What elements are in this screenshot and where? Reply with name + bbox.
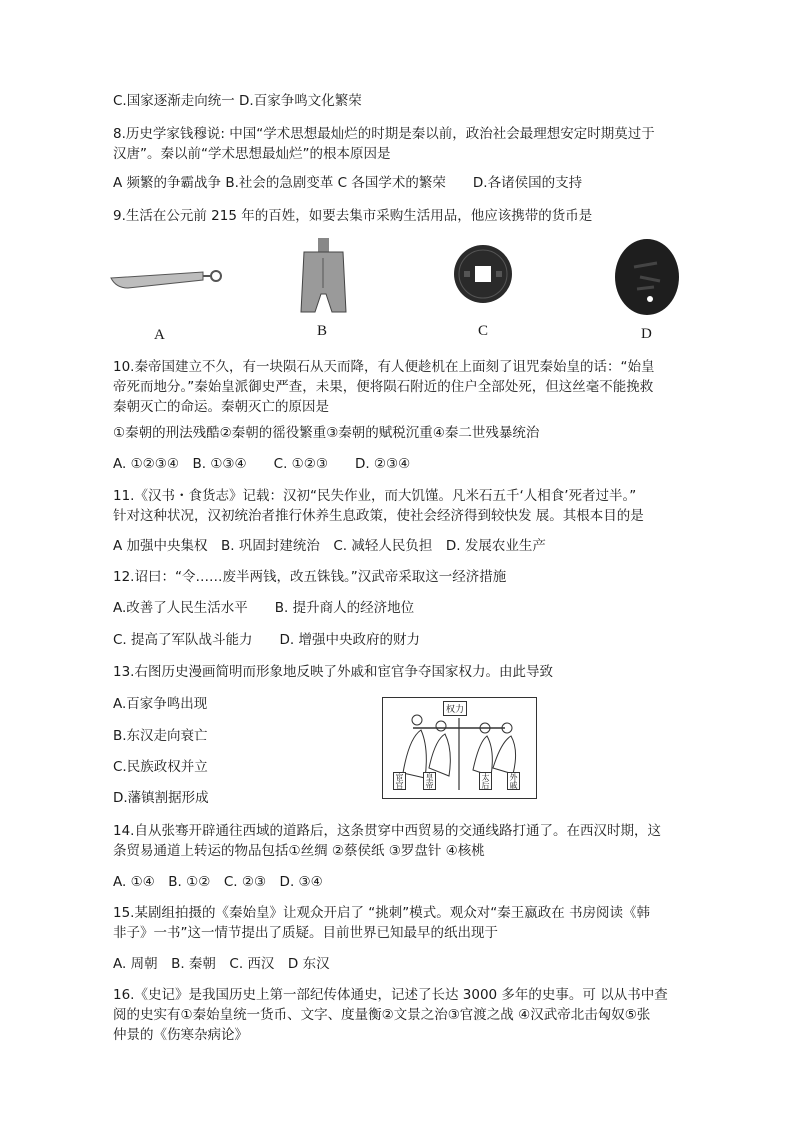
question-13-option-b: B.东汉走向衰亡 — [113, 728, 208, 744]
question-15-stem-cont: 非子》一书”这一情节提出了质疑。目前世界已知最早的纸出现于 — [113, 925, 498, 941]
question-12-stem: 12.诏曰：“令……废半两钱，改五铢钱。”汉武帝采取这一经济措施 — [113, 569, 507, 585]
power-struggle-cartoon — [382, 697, 537, 799]
question-16-stem-cont: 阅的史实有①秦始皇统一货币、文字、度量衡②文景之治③官渡之战 ④汉武帝北击匈奴⑤张 — [113, 1007, 651, 1023]
question-12-options-cd: C. 提高了军队战斗能力 D. 增强中央政府的财力 — [113, 632, 420, 648]
question-11-stem-cont: 针对这种状况，汉初统治者推行休养生息政策，使社会经济得到较快发 展。其根本目的是 — [113, 508, 644, 524]
question-13-option-c: C.民族政权并立 — [113, 759, 208, 775]
cartoon-label-relatives: 外戚 — [509, 773, 518, 789]
spade-coin-image — [296, 236, 351, 318]
question-9-stem: 9.生活在公元前 215 年的百姓，如要去集市采购生活用品，他应该携带的货币是 — [113, 208, 593, 224]
question-14-stem: 14.自从张骞开辟通往西域的道路后，这条贯穿中西贸易的交通线路打通了。在西汉时期，这 — [113, 823, 661, 839]
question-10-items: ①秦朝的刑法残酷②秦朝的徭役繁重③秦朝的赋税沉重④秦二世残暴统治 — [113, 425, 540, 441]
figure-label-b: B — [317, 323, 328, 339]
question-7-options-cd: C.国家逐渐走向统一 D.百家争鸣文化繁荣 — [113, 93, 362, 109]
question-10-stem-cont2: 秦朝灭亡的命运。秦朝灭亡的原因是 — [113, 399, 329, 415]
question-16-stem-cont2: 仲景的《伤寒杂病论》 — [113, 1027, 248, 1043]
question-10-stem-cont: 帝死而地分。”秦始皇派御史严查，未果，便将陨石附近的住户全部处死，但这丝毫不能挽救 — [113, 379, 654, 395]
cartoon-label-emperor: 皇帝 — [425, 773, 434, 789]
figure-label-c: C — [478, 323, 489, 339]
question-11-options: A 加强中央集权 B. 巩固封建统治 C. 减轻人民负担 D. 发展农业生产 — [113, 538, 546, 554]
question-15-options: A. 周朝 B. 秦朝 C. 西汉 D 东汉 — [113, 956, 330, 972]
knife-coin-image — [108, 262, 223, 296]
question-14-stem-cont: 条贸易通道上转运的物品包括①丝绸 ②蔡侯纸 ③罗盘针 ④核桃 — [113, 843, 485, 859]
question-13-option-d: D.藩镇割据形成 — [113, 790, 209, 806]
question-13-option-a: A.百家争鸣出现 — [113, 696, 208, 712]
question-16-stem: 16.《史记》是我国历史上第一部纪传体通史，记述了长达 3000 多年的史事。可 以从书中查 — [113, 987, 668, 1003]
question-10-options: A. ①②③④ B. ①③④ C. ①②③ D. ②③④ — [113, 456, 411, 472]
cartoon-label-eunuch: 宦官 — [395, 773, 404, 789]
question-8-stem-cont: 汉唐”。秦以前“学术思想最灿烂”的根本原因是 — [113, 146, 391, 162]
cartoon-label-empress: 太后 — [481, 773, 490, 789]
figure-label-d: D — [641, 326, 652, 342]
cartoon-label-power: 权力 — [443, 701, 467, 716]
question-15-stem: 15.某剧组拍摄的《秦始皇》让观众开启了 “挑刺”模式。观众对“秦王嬴政在 书房阅读《韩 — [113, 905, 651, 921]
question-12-options-ab: A.改善了人民生活水平 B. 提升商人的经济地位 — [113, 600, 415, 616]
question-13-stem: 13.右图历史漫画简明而形象地反映了外戚和宦官争夺国家权力。由此导致 — [113, 664, 553, 680]
question-11-stem: 11.《汉书・食货志》记载：汉初“民失作业，而大饥馑。凡米石五千‘人相食’死者过半。” — [113, 488, 637, 504]
question-10-stem: 10.秦帝国建立不久，有一块陨石从天而降，有人便趁机在上面刻了诅咒秦始皇的话：“始皇 — [113, 359, 655, 375]
question-8-stem: 8.历史学家钱穆说: 中国“学术思想最灿烂的时期是秦以前，政治社会最理想安定时期莫过于 — [113, 126, 655, 142]
question-14-options: A. ①④ B. ①② C. ②③ D. ③④ — [113, 874, 323, 890]
square-hole-coin-image — [452, 243, 514, 305]
ant-nose-coin-image — [612, 237, 682, 317]
question-8-options: A 频繁的争霸战争 B.社会的急剧变革 C 各国学术的繁荣 D.各诸侯国的支持 — [113, 175, 583, 191]
figure-label-a: A — [154, 327, 165, 343]
